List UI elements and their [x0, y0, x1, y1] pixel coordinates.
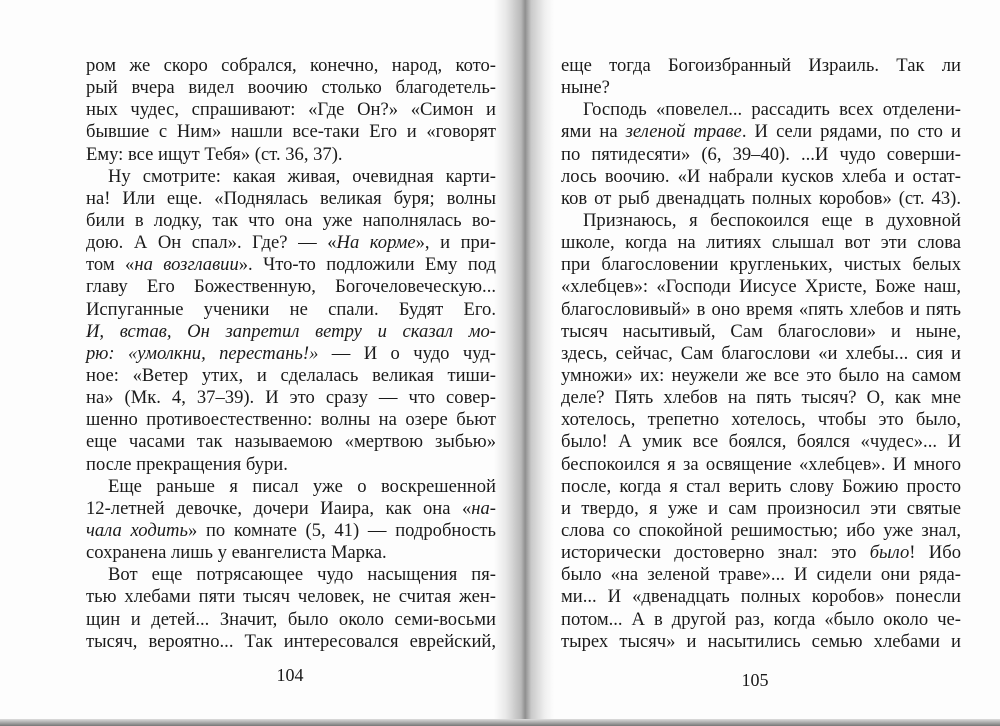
text-segment: Признаюсь, я беспокоился еще в духовной: [583, 209, 961, 231]
italic-text-segment: на-: [471, 497, 496, 519]
text-segment: слова со спокойной решимостью; ибо уже знал,: [561, 519, 961, 541]
text-line: [561, 144, 961, 166]
text-line: [561, 299, 961, 321]
text-line: [86, 609, 496, 631]
text-segment: потом... А в другой раз, когда «было около че-: [561, 608, 961, 630]
text-segment: ми... И «двенадцать полных коробов» понесли: [561, 586, 961, 608]
text-segment: щин и детей... Значит, было около семи-восьми: [86, 608, 496, 630]
text-line: [561, 77, 961, 99]
text-segment: и твердо, я уже и сам произносил эти святые: [561, 497, 961, 519]
text-segment: «хлебцев»: «Господи Иисусе Христе, Боже наш,: [561, 276, 961, 298]
text-segment: ями на: [561, 121, 626, 143]
text-line: [561, 99, 961, 121]
text-segment: ». Что-то подложили Ему под: [238, 254, 497, 276]
text-segment: ром же скоро собрался, конечно, народ, кото-: [86, 55, 496, 76]
text-segment: ных чудес, спрашивают: «Где Он?» «Симон и: [86, 99, 496, 121]
text-segment: на! Или еще. «Поднялась великая буря; волны: [86, 187, 496, 209]
text-segment: тысяч, вероятно... Так интересовался еврейский,: [86, 630, 496, 652]
text-line: [561, 166, 961, 188]
text-line: [86, 99, 496, 121]
text-line: [561, 520, 961, 542]
text-line: [561, 232, 961, 254]
text-line: [86, 520, 496, 542]
text-line: [561, 498, 961, 520]
text-segment: беспокоился я за освящение «хлебцев». И много: [561, 453, 961, 475]
text-line: [561, 564, 961, 586]
text-segment: лось воочию. «И набрали кусков хлеба и остат-: [561, 165, 961, 187]
text-segment: том «: [86, 254, 135, 276]
text-line: [86, 409, 496, 431]
book-gutter: [494, 0, 554, 726]
text-line: [561, 276, 961, 298]
text-segment: при благословении кругленьких, чистых белых: [561, 254, 961, 276]
text-line: [86, 144, 496, 166]
italic-text-segment: чала ходить: [86, 519, 188, 541]
text-segment: сохранена лишь у евангелиста Марка.: [86, 542, 387, 564]
text-segment: . И сели рядами, по сто и: [741, 121, 961, 143]
text-line: [86, 166, 496, 188]
italic-text-segment: На корме: [336, 232, 416, 254]
text-segment: Вот еще потрясающее чудо насыщения пя-: [108, 564, 496, 586]
text-line: [86, 299, 496, 321]
page-bottom-edge: [0, 719, 1000, 726]
text-segment: — И о чудо чуд-: [318, 342, 496, 364]
text-line: [86, 276, 496, 298]
text-segment: тырех тысяч» и насытились семью хлебами и: [561, 630, 961, 652]
text-segment: » по комнате (5, 41) — подробность: [187, 519, 496, 541]
text-segment: тысяч насытивый, Сам благослови» и ныне,: [561, 320, 961, 342]
text-line: [86, 431, 496, 453]
text-segment: Господь «повелел... рассадить всех отделени-: [583, 99, 961, 121]
page-number-right: 105: [741, 670, 769, 690]
text-line: [86, 254, 496, 276]
text-segment: еще тогда Богоизбранный Израиль. Так ли: [561, 55, 961, 76]
text-line: [86, 542, 496, 564]
text-line: [86, 564, 496, 586]
text-segment: Ему: все ищут Тебя» (ст. 36, 37).: [86, 143, 343, 165]
text-line: [86, 232, 496, 254]
text-line: [86, 188, 496, 210]
text-segment: хотелось, трепетно хотелось, чтобы это было,: [561, 409, 961, 431]
text-line: [561, 609, 961, 631]
text-segment: здесь, сейчас, Сам благослови «и хлебы... сия и: [561, 342, 961, 364]
italic-text-segment: рю: «умолкни, перестань!»: [86, 342, 319, 364]
text-line: [561, 321, 961, 343]
text-segment: главу Его Божественную, Богочеловеческую...: [86, 276, 496, 298]
text-segment: рый вчера видел воочию столько благодетель-: [86, 77, 496, 99]
text-line: [86, 586, 496, 608]
text-line: [561, 365, 961, 387]
text-line: [561, 121, 961, 143]
text-segment: », и при-: [415, 232, 496, 254]
text-segment: ков от рыб двенадцать полных коробов» (ст. 43).: [561, 187, 961, 209]
text-line: [561, 55, 961, 77]
text-segment: школе, когда на литиях слышал вот эти слова: [561, 232, 961, 254]
italic-text-segment: зеленой траве: [625, 121, 742, 143]
text-line: [86, 343, 496, 365]
text-line: [561, 431, 961, 453]
text-line: [86, 454, 496, 476]
text-line: [561, 210, 961, 232]
text-segment: Испуганные ученики не спали. Будят Его.: [86, 298, 496, 320]
page-number-left: 104: [276, 665, 304, 685]
text-line: [86, 365, 496, 387]
text-line: [561, 188, 961, 210]
text-line: [561, 476, 961, 498]
text-line: [561, 343, 961, 365]
text-segment: ! Ибо: [909, 542, 961, 564]
text-line: [561, 454, 961, 476]
text-line: [561, 586, 961, 608]
italic-text-segment: И, встав, Он запретил ветру и сказал мо-: [86, 320, 496, 342]
text-segment: ное: «Ветер утих, и сделалась великая тиши-: [86, 364, 496, 386]
text-segment: еще часами так называемою «мертвою зыбью»: [86, 431, 496, 453]
text-segment: исторически достоверно знал: это: [561, 542, 870, 564]
text-segment: шенно противоестественно: волны на озере бьют: [86, 409, 496, 431]
text-line: [561, 387, 961, 409]
text-line: [561, 631, 961, 653]
text-segment: по пятидесяти» (6, 39–40). ...И чудо соверши-: [561, 143, 961, 165]
text-segment: после прекращения бури.: [86, 453, 288, 475]
text-segment: ныне?: [561, 77, 610, 99]
italic-text-segment: на возглавии: [134, 254, 239, 276]
text-segment: Ну смотрите: какая живая, очевидная карти-: [108, 165, 496, 187]
text-line: [86, 77, 496, 99]
text-segment: было «на зеленой траве»... И сидели они ряда-: [561, 564, 961, 586]
text-segment: бывшие с Ним» нашли все-таки Его и «говорят: [86, 121, 496, 143]
text-segment: умножи» их: неужели же все это было на самом: [561, 364, 961, 386]
text-line: [86, 631, 496, 653]
text-segment: после, когда я стал верить слову Божию просто: [561, 475, 961, 497]
text-segment: дою. А Он спал». Где? — «: [86, 232, 337, 254]
text-line: [86, 121, 496, 143]
text-segment: благословивый» в оно время «пять хлебов и пять: [561, 298, 961, 320]
text-line: [86, 387, 496, 409]
text-line: [86, 55, 496, 77]
text-line: [86, 476, 496, 498]
text-segment: деле? Пять хлебов на пять тысяч? О, как мне: [561, 387, 961, 409]
text-line: [561, 542, 961, 564]
text-segment: 12-летней девочке, дочери Иаира, как она «: [86, 497, 472, 519]
text-line: [86, 498, 496, 520]
text-segment: били в лодку, так что она уже наполнялась во-: [86, 209, 496, 231]
text-segment: Еще раньше я писал уже о воскрешенной: [108, 475, 496, 497]
right-page-text: [561, 55, 961, 653]
text-segment: было! А умик все боялся, боялся «чудес»... И: [561, 431, 961, 453]
italic-text-segment: было: [869, 542, 910, 564]
text-line: [86, 210, 496, 232]
text-line: [86, 321, 496, 343]
text-line: [561, 254, 961, 276]
text-line: [561, 409, 961, 431]
left-page-text: [86, 55, 496, 653]
text-segment: тью хлебами пяти тысяч человек, не считая жен-: [86, 586, 496, 608]
text-segment: на» (Мк. 4, 37–39). И это сразу — что совер-: [86, 387, 496, 409]
